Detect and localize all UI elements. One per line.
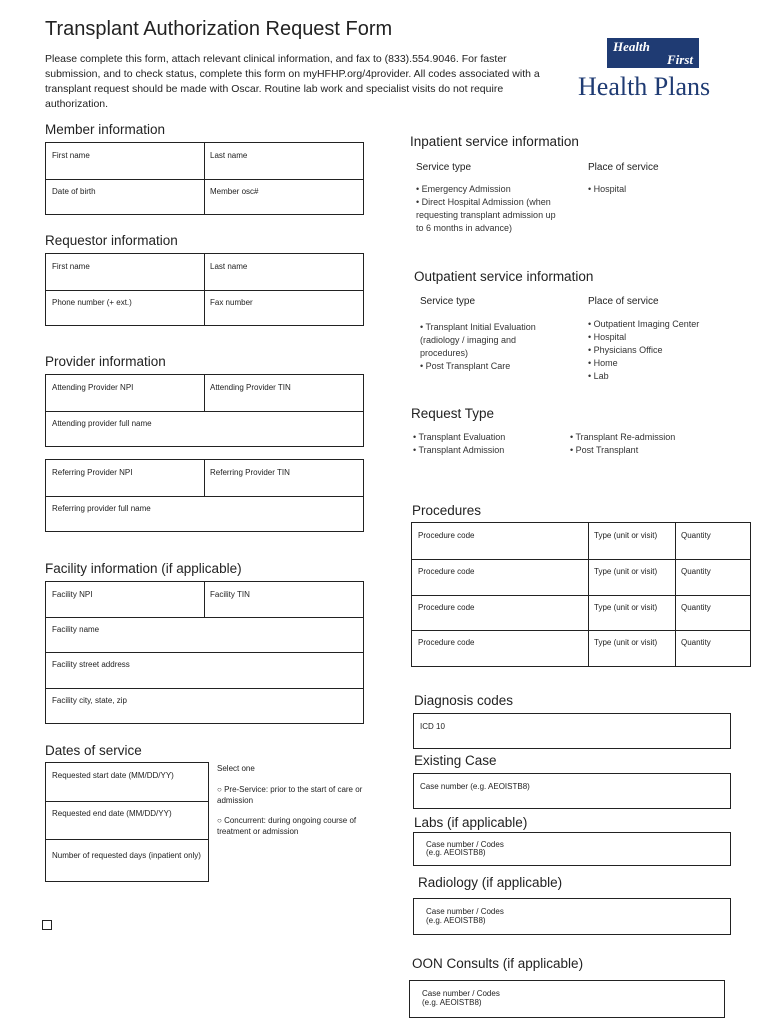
inpatient-service-list bbox=[416, 183, 556, 235]
requested-days-field[interactable]: Number of requested days (inpatient only) bbox=[52, 851, 201, 860]
outpatient-service-list bbox=[420, 321, 560, 373]
list-item[interactable]: • Hospital bbox=[588, 332, 627, 342]
attending-npi-field[interactable]: Attending Provider NPI bbox=[52, 383, 134, 392]
existing-case-label: Case number (e.g. AEOISTB8) bbox=[420, 782, 530, 791]
requestor-info-heading: Requestor information bbox=[45, 233, 178, 248]
facility-city-field[interactable]: Facility city, state, zip bbox=[52, 696, 127, 705]
referring-npi-field[interactable]: Referring Provider NPI bbox=[52, 468, 133, 477]
requestor-last-name-field[interactable]: Last name bbox=[210, 262, 248, 271]
radiology-heading: Radiology (if applicable) bbox=[418, 875, 563, 890]
list-item[interactable]: • Emergency Admission bbox=[416, 184, 511, 194]
inpatient-service-type-label: Service type bbox=[416, 162, 472, 173]
list-item[interactable]: • Post Transplant Care bbox=[420, 361, 511, 371]
procedure-type-field[interactable]: Type (unit or visit) bbox=[594, 531, 658, 540]
outpatient-heading: Outpatient service information bbox=[414, 269, 594, 284]
member-last-name-field[interactable]: Last name bbox=[210, 151, 248, 160]
list-item[interactable]: • Transplant Evaluation bbox=[413, 432, 506, 442]
oon-heading: OON Consults (if applicable) bbox=[412, 956, 584, 971]
requestor-fax-field[interactable]: Fax number bbox=[210, 298, 253, 307]
member-first-name-field[interactable]: First name bbox=[52, 151, 90, 160]
procedure-quantity-field[interactable]: Quantity bbox=[681, 567, 711, 576]
select-one-label: Select one bbox=[217, 764, 255, 773]
list-item[interactable]: • Transplant Admission bbox=[413, 445, 505, 455]
list-item[interactable]: • Hospital bbox=[588, 184, 627, 194]
dates-of-service-heading: Dates of service bbox=[45, 743, 142, 758]
member-info-heading: Member information bbox=[45, 122, 166, 137]
labs-field[interactable] bbox=[413, 832, 731, 866]
inpatient-place-list bbox=[588, 183, 626, 196]
facility-street-field[interactable]: Facility street address bbox=[52, 660, 130, 669]
attending-name-field[interactable]: Attending provider full name bbox=[52, 419, 152, 428]
procedure-quantity-field[interactable]: Quantity bbox=[681, 531, 711, 540]
existing-case-field[interactable] bbox=[413, 773, 731, 809]
start-date-field[interactable]: Requested start date (MM/DD/YY) bbox=[52, 771, 174, 780]
list-item[interactable]: • Direct Hospital Admission (when requesting transplant admission up to 6 months in advance) bbox=[416, 197, 556, 233]
procedures-table bbox=[411, 522, 751, 667]
referring-tin-field[interactable]: Referring Provider TIN bbox=[210, 468, 290, 477]
logo-health-plans: Health Plans bbox=[578, 72, 711, 101]
procedures-heading: Procedures bbox=[412, 503, 482, 518]
request-type-heading: Request Type bbox=[411, 406, 495, 421]
list-item[interactable]: • Transplant Re-admission bbox=[570, 432, 676, 442]
end-date-field[interactable]: Requested end date (MM/DD/YY) bbox=[52, 809, 172, 818]
procedure-quantity-field[interactable]: Quantity bbox=[681, 603, 711, 612]
requestor-first-name-field[interactable]: First name bbox=[52, 262, 90, 271]
attending-provider-table bbox=[45, 374, 364, 447]
request-type-left-list bbox=[413, 431, 505, 457]
labs-heading: Labs (if applicable) bbox=[414, 815, 528, 830]
icd10-label: ICD 10 bbox=[420, 722, 445, 731]
referring-provider-table bbox=[45, 459, 364, 532]
inpatient-place-label: Place of service bbox=[588, 162, 659, 173]
procedure-type-field[interactable]: Type (unit or visit) bbox=[594, 603, 658, 612]
health-first-logo bbox=[607, 38, 699, 68]
requestor-phone-field[interactable]: Phone number (+ ext.) bbox=[52, 298, 132, 307]
request-type-right-list bbox=[570, 431, 675, 457]
outpatient-service-type-label: Service type bbox=[420, 296, 476, 307]
member-info-table bbox=[45, 142, 364, 215]
list-item[interactable]: • Transplant Initial Evaluation (radiology / imaging and procedures) bbox=[420, 322, 536, 358]
list-item[interactable]: • Post Transplant bbox=[570, 445, 639, 455]
procedure-quantity-field[interactable]: Quantity bbox=[681, 638, 711, 647]
concurrent-label: Concurrent: during ongoing course of treatment or admission bbox=[217, 816, 357, 836]
facility-npi-field[interactable]: Facility NPI bbox=[52, 590, 93, 599]
procedure-code-field[interactable]: Procedure code bbox=[418, 603, 475, 612]
procedure-type-field[interactable]: Type (unit or visit) bbox=[594, 567, 658, 576]
oon-label: Case number / Codes (e.g. AEOISTB8) bbox=[422, 989, 500, 1007]
procedure-type-field[interactable]: Type (unit or visit) bbox=[594, 638, 658, 647]
labs-label: Case number / Codes (e.g. AEOISTB8) bbox=[426, 840, 504, 857]
list-item[interactable]: • Home bbox=[588, 358, 618, 368]
list-item[interactable]: • Physicians Office bbox=[588, 345, 663, 355]
procedure-code-field[interactable]: Procedure code bbox=[418, 531, 475, 540]
preservice-label: Pre-Service: prior to the start of care or admission bbox=[217, 785, 363, 805]
referring-name-field[interactable]: Referring provider full name bbox=[52, 504, 151, 513]
checkbox[interactable] bbox=[42, 920, 52, 930]
logo-word-health: Health bbox=[613, 39, 650, 54]
procedure-code-field[interactable]: Procedure code bbox=[418, 638, 475, 647]
concurrent-radio[interactable] bbox=[217, 815, 377, 837]
radiology-label: Case number / Codes (e.g. AEOISTB8) bbox=[426, 907, 504, 925]
facility-info-heading: Facility information (if applicable) bbox=[45, 561, 242, 576]
facility-tin-field[interactable]: Facility TIN bbox=[210, 590, 250, 599]
dates-table bbox=[45, 762, 209, 882]
inpatient-heading: Inpatient service information bbox=[410, 134, 579, 149]
logo-word-first: First bbox=[666, 52, 693, 67]
preservice-radio[interactable] bbox=[217, 784, 367, 806]
icd10-field[interactable] bbox=[413, 713, 731, 749]
facility-name-field[interactable]: Facility name bbox=[52, 625, 100, 634]
diagnosis-heading: Diagnosis codes bbox=[414, 693, 514, 708]
member-id-field[interactable]: Member osc# bbox=[210, 187, 259, 196]
form-title: Transplant Authorization Request Form bbox=[45, 18, 393, 40]
outpatient-place-list bbox=[588, 318, 699, 383]
provider-info-heading: Provider information bbox=[45, 354, 166, 369]
radio-circle-icon: ○ bbox=[217, 785, 225, 794]
list-item[interactable]: • Lab bbox=[588, 371, 609, 381]
facility-info-table bbox=[45, 581, 364, 724]
member-dob-field[interactable]: Date of birth bbox=[52, 187, 96, 196]
outpatient-place-label: Place of service bbox=[588, 296, 659, 307]
form-instructions: Please complete this form, attach relevant clinical information, and fax to (833).554.9046. For faster submission, and to check status, complete this form on myHFHP.org/4provider. All codes associated with a transplant request should be made with Oscar. Routine lab work and specialist visits do not require authorization. bbox=[45, 53, 540, 110]
attending-tin-field[interactable]: Attending Provider TIN bbox=[210, 383, 291, 392]
existing-case-heading: Existing Case bbox=[414, 753, 497, 768]
list-item[interactable]: • Outpatient Imaging Center bbox=[588, 319, 700, 329]
radio-circle-icon: ○ bbox=[217, 816, 225, 825]
procedure-code-field[interactable]: Procedure code bbox=[418, 567, 475, 576]
radiology-field[interactable] bbox=[413, 898, 731, 935]
oon-field[interactable] bbox=[409, 980, 725, 1018]
requestor-info-table bbox=[45, 253, 364, 326]
